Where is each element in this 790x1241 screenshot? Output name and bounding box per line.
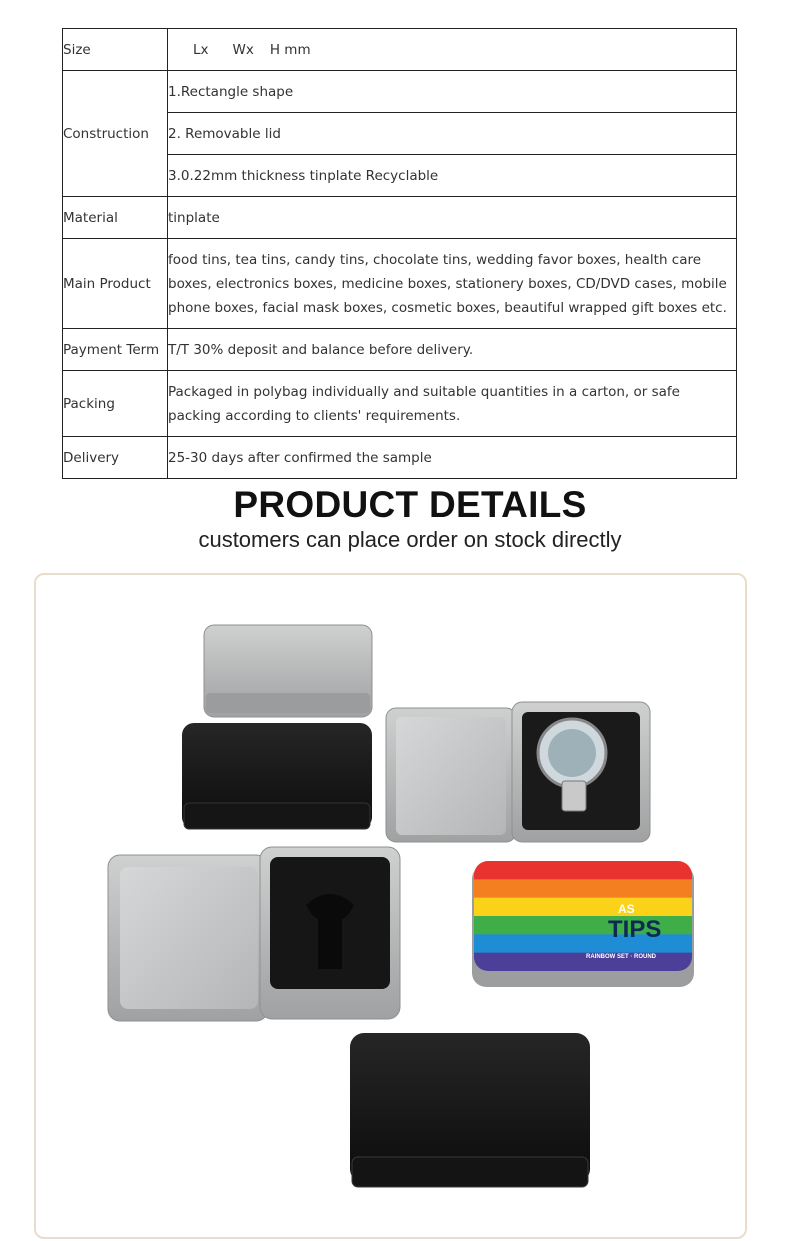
product-photo xyxy=(36,575,749,1241)
size-width: Wx xyxy=(232,41,254,58)
black-tin-bottom xyxy=(350,1033,590,1187)
construction-item: 3.0.22mm thickness tinplate Recyclable xyxy=(168,155,737,197)
rainbow-stripe xyxy=(474,953,692,972)
construction-item: 1.Rectangle shape xyxy=(168,71,737,113)
table-row xyxy=(63,437,737,479)
table-row xyxy=(63,197,737,239)
material-value: tinplate xyxy=(168,197,737,239)
tin-label-line2: TIPS xyxy=(608,916,662,943)
payment-term-value: T/T 30% deposit and balance before delivery. xyxy=(168,329,737,371)
table-row xyxy=(63,71,737,113)
delivery-value: 25-30 days after confirmed the sample xyxy=(168,437,737,479)
row-label: Payment Term xyxy=(63,329,168,371)
rainbow-stripe xyxy=(474,898,692,917)
table-row xyxy=(63,239,737,329)
row-label: Material xyxy=(63,197,168,239)
construction-item: 2. Removable lid xyxy=(168,113,737,155)
tin-label-line3: RAINBOW SET · ROUND xyxy=(586,954,656,960)
size-length: Lx xyxy=(193,41,209,58)
size-height: H mm xyxy=(269,41,311,58)
row-label: Construction xyxy=(63,71,168,197)
table-row xyxy=(63,371,737,437)
row-label: Main Product xyxy=(63,239,168,329)
product-photo-frame xyxy=(34,573,747,1239)
section-title: PRODUCT DETAILS xyxy=(233,484,587,525)
size-value xyxy=(168,29,737,71)
silver-tin-open-usb xyxy=(386,702,650,842)
table-row xyxy=(63,329,737,371)
table-row xyxy=(63,29,737,71)
section-subtitle: customers can place order on stock directly xyxy=(198,527,622,552)
rainbow-stripe xyxy=(474,879,692,898)
spec-table xyxy=(62,28,737,479)
silver-tin-closed xyxy=(204,625,372,717)
row-label: Packing xyxy=(63,371,168,437)
black-tin-closed xyxy=(182,723,372,829)
rainbow-tin xyxy=(472,861,694,987)
main-product-value: food tins, tea tins, candy tins, chocolate tins, wedding favor boxes, health care boxes, electronics boxes, medicine boxes, stationery boxes, CD/DVD cases, mobile phone boxes, facial mask boxes, cosmetic boxes, beautiful wrapped gift boxes etc. xyxy=(168,239,737,329)
rainbow-stripe xyxy=(474,861,692,880)
row-label: Delivery xyxy=(63,437,168,479)
row-label: Size xyxy=(63,29,168,71)
packing-value: Packaged in polybag individually and suitable quantities in a carton, or safe packing according to clients' requirements. xyxy=(168,371,737,437)
silver-tin-open-insert xyxy=(108,847,400,1021)
tin-label-line1: AS xyxy=(618,902,635,916)
